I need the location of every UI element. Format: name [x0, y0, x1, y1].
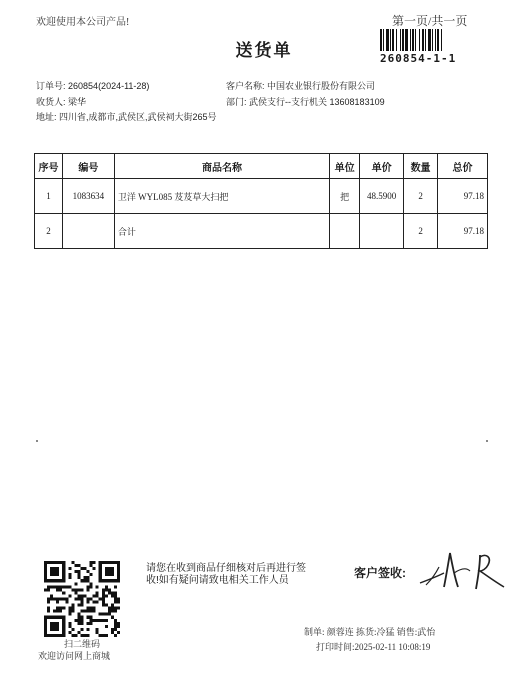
receipt-note: [146, 563, 306, 587]
header-code: 编号: [62, 154, 114, 179]
qr-code: [44, 561, 120, 637]
address-value: 四川省,成都市,武侯区,武侯祠大街265号: [59, 112, 217, 122]
customer-name-value: 中国农业银行股份有限公司: [267, 81, 376, 91]
row-total: 97.18: [438, 214, 488, 249]
row-total: 97.18: [438, 179, 488, 214]
row-unit: 把: [330, 179, 360, 214]
order-number-value: 260854(2024-11-28): [68, 81, 150, 91]
receipt-note-line: 收!如有疑问请致电相关工作人员: [146, 575, 289, 586]
header-quantity: 数量: [404, 154, 438, 179]
department-value: 武侯支行--支行机关 13608183109: [249, 97, 385, 107]
qr-label-mall: 欢迎访问网上商城: [38, 651, 111, 661]
receipt-note-line: 请您在收到商品仔细核对后再进行签: [146, 563, 306, 574]
handwritten-signature: [414, 547, 514, 595]
row-code: [62, 214, 114, 249]
table-header-row: [35, 154, 488, 179]
page-info: 第一页/共一页: [392, 14, 468, 28]
header-price: 单价: [360, 154, 404, 179]
department: [226, 95, 385, 108]
row-quantity: 2: [404, 179, 438, 214]
row-unit: [330, 214, 360, 249]
signature-label: 客户签收:: [354, 566, 406, 580]
table-row: [35, 179, 488, 214]
receiver-label: 收货人:: [36, 97, 66, 107]
barcode: [380, 29, 470, 51]
document-title: 送货单: [235, 41, 293, 60]
qr-label: 扫二维码: [63, 639, 100, 649]
address: [36, 110, 217, 123]
header-unit: 单位: [330, 154, 360, 179]
department-label: 部门:: [226, 97, 247, 107]
row-seq: 1: [35, 179, 63, 214]
barcode-number: 260854-1-1: [380, 52, 457, 65]
items-table: [34, 153, 488, 249]
customer-name-label: 客户名称:: [226, 81, 265, 91]
header-product-name: 商品名称: [114, 154, 329, 179]
table-row-summary: [35, 214, 488, 249]
order-number-label: 订单号:: [36, 81, 66, 91]
row-product-name: 卫洋 WYL085 芨芨草大扫把: [114, 179, 329, 214]
customer-name: [226, 79, 375, 92]
order-number: [36, 79, 149, 92]
header-seq: 序号: [35, 154, 63, 179]
row-price: 48.5900: [360, 179, 404, 214]
welcome-text: 欢迎使用本公司产品!: [36, 17, 130, 28]
receiver-value: 梁华: [68, 97, 87, 107]
row-price: [360, 214, 404, 249]
staff-line: 制单: 颜蓉连 拣货:冷猛 销售:武怡: [304, 627, 436, 637]
row-product-name: 合计: [114, 214, 329, 249]
scan-dot: [486, 440, 488, 442]
scan-dot: [36, 440, 38, 442]
print-time: 打印时间:2025-02-11 10:08:19: [316, 642, 431, 652]
address-label: 地址:: [36, 112, 57, 122]
row-quantity: 2: [404, 214, 438, 249]
row-code: 1083634: [62, 179, 114, 214]
row-seq: 2: [35, 214, 63, 249]
receiver: [36, 95, 86, 108]
header-total: 总价: [438, 154, 488, 179]
